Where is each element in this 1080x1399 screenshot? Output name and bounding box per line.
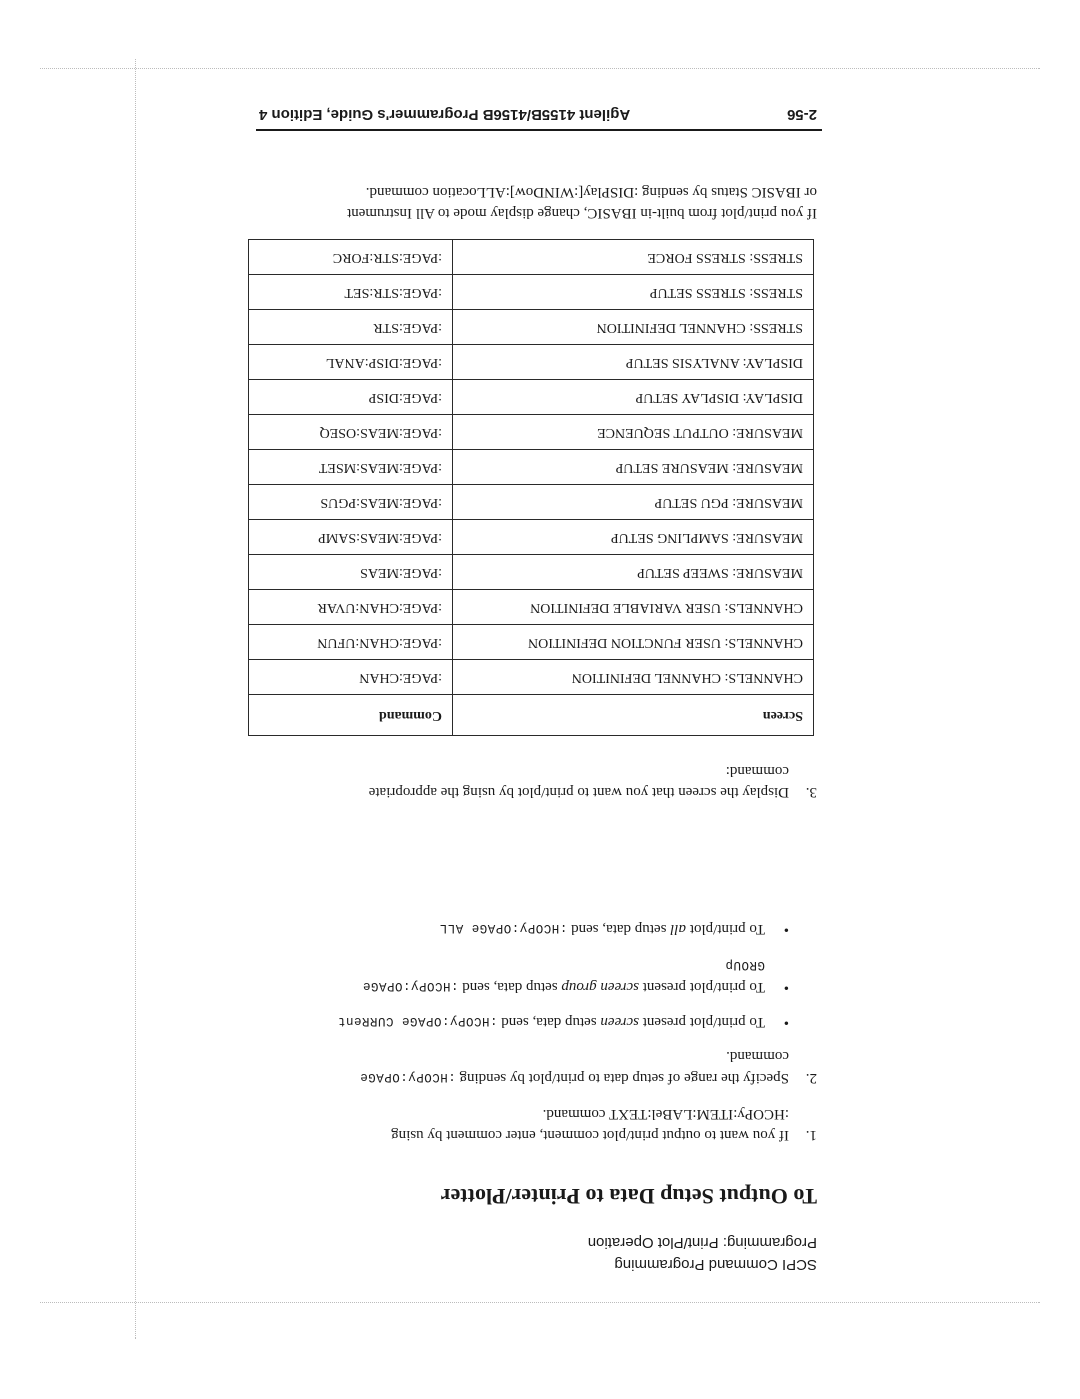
footer-rule — [256, 129, 822, 131]
step-text: Display the screen that you want to print/plot by using the appropriate — [368, 784, 789, 800]
bullet-icon: • — [783, 1014, 789, 1030]
scan-border-right — [135, 59, 136, 1339]
header-title: SCPI Command Programming — [614, 1256, 817, 1273]
column-header-command: Command — [249, 695, 453, 736]
step-2 — [257, 1045, 817, 1088]
table-row — [249, 240, 814, 275]
step-text: If you want to output print/plot comment, enter comment by using — [391, 1127, 789, 1143]
step-text-cont: command. — [726, 1048, 789, 1064]
table-row — [249, 310, 814, 345]
command-cell: :PAGE:DISP — [249, 380, 453, 415]
command-cell: :PAGE:MEAS:SAMP — [249, 520, 453, 555]
command-cell: :PAGE:STR:FORC — [249, 240, 453, 275]
command-cell: :PAGE:STR — [249, 310, 453, 345]
step-3 — [257, 760, 817, 802]
scan-border-top — [40, 1302, 1040, 1303]
screen-cell: MEASURE: SWEEP SETUP — [453, 555, 814, 590]
screen-cell: STRESS: CHANNEL DEFINITION — [453, 310, 814, 345]
footnote-line: If you print/plot from built-in IBASIC, change display mode to All Instrument — [347, 205, 817, 221]
step-number: 1. — [805, 1127, 817, 1143]
screen-cell: MEASURE: PGU SETUP — [453, 485, 814, 520]
screen-cell: STRESS: STRESS SETUP — [453, 275, 814, 310]
table-header-row — [249, 695, 814, 736]
column-header-screen: Screen — [453, 695, 814, 736]
bullet-item: • To print/plot present screen setup data, send :HCOPy:OPAGe CURRent — [249, 1010, 789, 1032]
command-cell: :PAGE:CHAN:UVAR — [249, 590, 453, 625]
step-text-cont: :HCOPy:ITEM:LABel:TEXT command. — [542, 1106, 789, 1122]
screen-cell: MEASURE: SAMPLING SETUP — [453, 520, 814, 555]
table-row — [249, 625, 814, 660]
command-cell: :PAGE:MEAS:OSEQ — [249, 415, 453, 450]
table-row — [249, 520, 814, 555]
command-cell: :PAGE:MEAS:MSET — [249, 450, 453, 485]
command-cell: :PAGE:DISP:ANAL — [249, 345, 453, 380]
screen-cell: STRESS: STRESS FORCE — [453, 240, 814, 275]
step-1 — [257, 1103, 817, 1145]
screen-cell: CHANNELS: USER VARIABLE DEFINITION — [453, 590, 814, 625]
table-row — [249, 450, 814, 485]
header-subtitle: Programming: Print/Plot Operation — [587, 1234, 817, 1251]
footnote-line: or IBASIC Status by sending :DISPlay[:WINDow]:ALLocation command. — [365, 184, 817, 200]
screen-cell: DISPLAY: DISPLAY SETUP — [453, 380, 814, 415]
table-row — [249, 590, 814, 625]
step-text: Specify the range of setup data to print/plot by sending — [455, 1070, 789, 1086]
screen-cell: CHANNELS: USER FUNCTION DEFINITION — [453, 625, 814, 660]
command-cell: :PAGE:STR:SET — [249, 275, 453, 310]
step-code: :HCOPy:OPAGe — [359, 1070, 456, 1084]
screen-cell: CHANNELS: CHANNEL DEFINITION — [453, 660, 814, 695]
command-table — [248, 239, 814, 736]
table-row — [249, 415, 814, 450]
step-number: 2. — [805, 1070, 817, 1086]
table-row — [249, 345, 814, 380]
bullet-code-cont: GROUp — [724, 958, 765, 972]
table-row — [249, 485, 814, 520]
page-number: 2-56 — [786, 106, 817, 123]
section-title: To Output Setup Data to Printer/Plotter — [440, 1184, 817, 1209]
scan-border-bottom — [40, 68, 1040, 69]
bullet-code: :HCOPy:OPAGe CURRent — [337, 1014, 498, 1028]
command-cell: :PAGE:MEAS:PGUS — [249, 485, 453, 520]
bullet-icon: • — [783, 921, 789, 937]
step-number: 3. — [805, 784, 817, 800]
bullet-code: :HCOPy:OPAGe ALL — [439, 921, 568, 935]
screen-cell: MEASURE: OUTPUT SEQUENCE — [453, 415, 814, 450]
bullet-item: • To print/plot present screen group setup data, send :HCOPy:OPAGe GROUp — [249, 954, 789, 997]
table-row — [249, 555, 814, 590]
footnote-paragraph — [257, 181, 817, 223]
command-cell: :PAGE:CHAN — [249, 660, 453, 695]
table-row — [249, 660, 814, 695]
bullet-icon: • — [783, 979, 789, 995]
bullet-code: :HCOPy:OPAGe — [362, 979, 459, 993]
table-row — [249, 275, 814, 310]
bullet-item: • To print/plot all setup data, send :HCOPy:OPAGe ALL — [249, 917, 789, 939]
screen-cell: DISPLAY: ANALYSIS SETUP — [453, 345, 814, 380]
screen-cell: MEASURE: MEASURE SETUP — [453, 450, 814, 485]
footer-title: Agilent 4155B/4156B Programmer's Guide, Edition 4 — [259, 106, 631, 123]
step-text-cont: command: — [725, 763, 789, 779]
table-row — [249, 380, 814, 415]
command-cell: :PAGE:MEAS — [249, 555, 453, 590]
command-cell: :PAGE:CHAN:UFUN — [249, 625, 453, 660]
